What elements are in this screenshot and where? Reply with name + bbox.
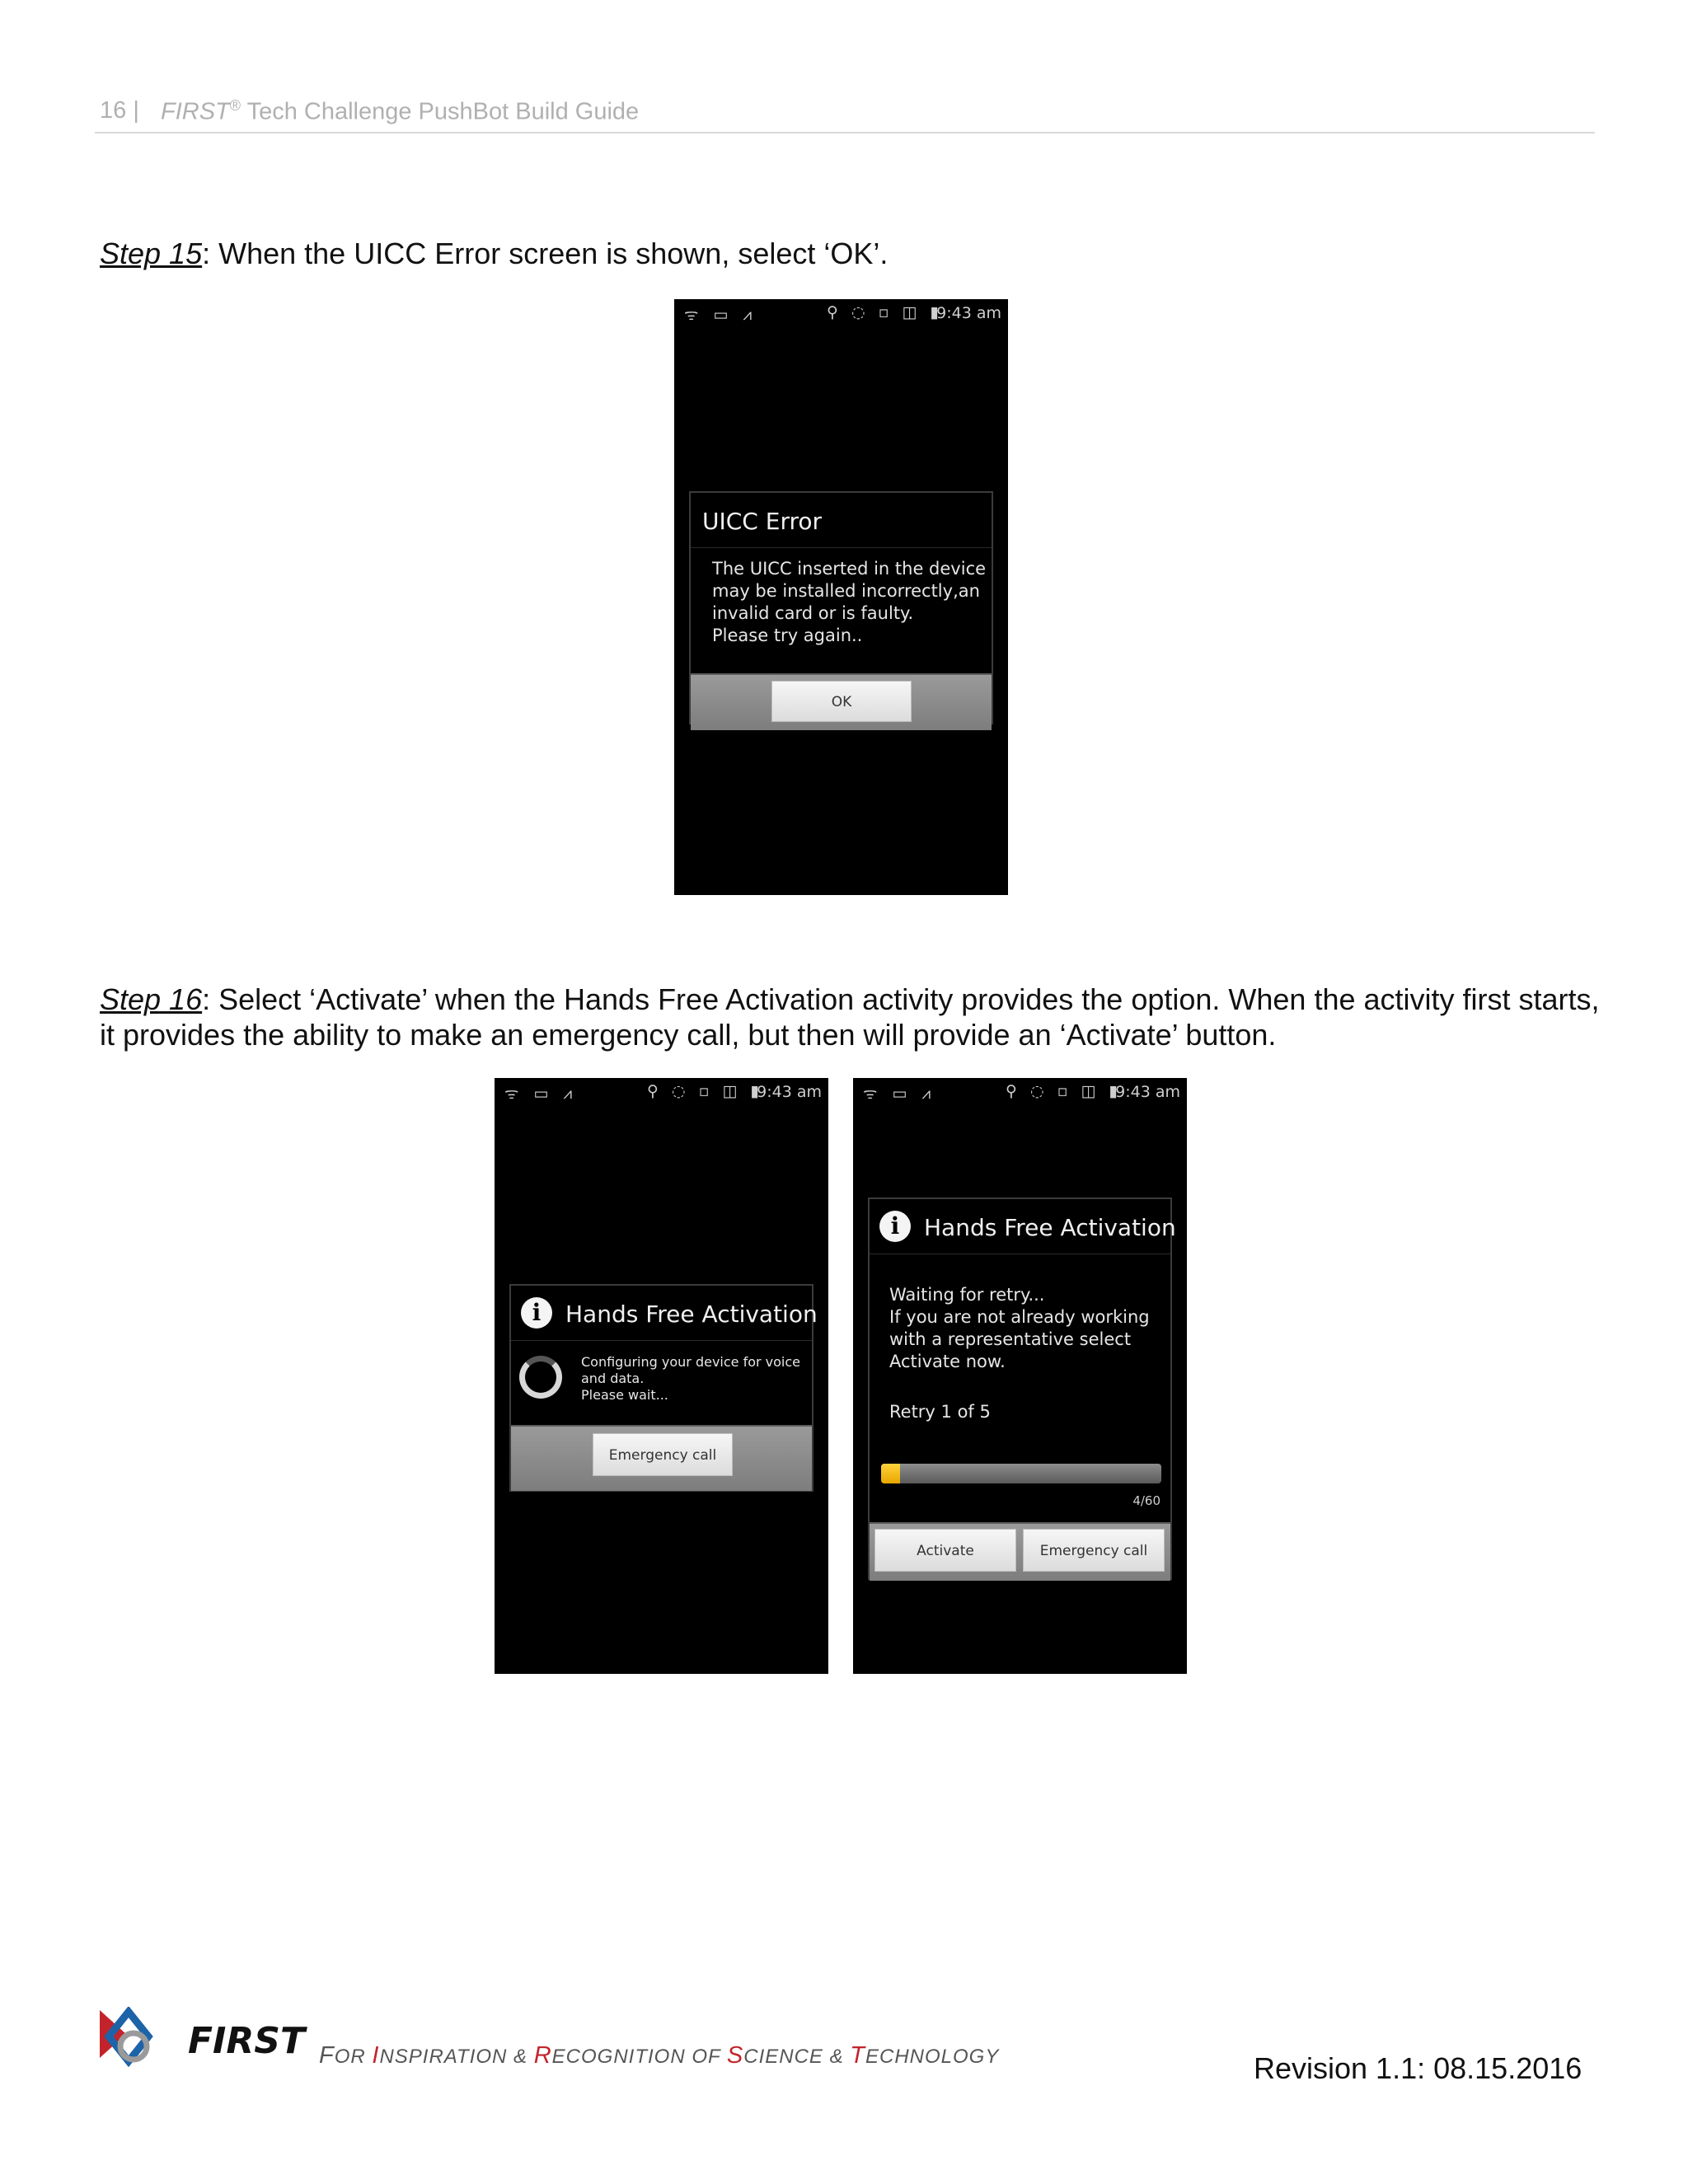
hfa-retry-dialog [868,1197,1176,1580]
uicc-error-dialog [689,491,993,724]
dialog-button-bar [691,673,992,730]
message-line: The UICC inserted in the device [712,559,987,579]
status-left-icons: ᯤ ▭ ⩘ [863,1085,936,1103]
status-bar [495,1078,828,1106]
uicc-error-screenshot [674,299,1008,895]
tagline-part: T [850,2042,865,2069]
page-number: 16 | [100,97,139,124]
dialog-title [870,1199,1176,1254]
loading-spinner-icon [519,1356,562,1399]
tagline-part: NSPIRATION & [379,2046,534,2068]
uicc-error-message [691,548,992,673]
message-line: may be installed incorrectly,an [712,581,980,601]
status-left-icons: ᯤ ▭ ⩘ [504,1085,578,1103]
message-line: Waiting for retry... [889,1285,1045,1305]
retry-progress-bar [881,1464,1161,1483]
hfa-title: Hands Free Activation [924,1214,1176,1241]
tagline-part: F [319,2042,335,2069]
dialog-button-bar [870,1522,1170,1581]
progress-label: 4/60 [1132,1493,1160,1508]
hfa-title: Hands Free Activation [565,1301,818,1328]
ok-button[interactable]: OK [771,681,912,722]
status-left-icons: ᯤ ▭ ⩘ [684,306,757,324]
step-16-text: : Select ‘Activate’ when the Hands Free Activation activity provides the option. When the activity first starts, it provides the ability to make an emergency call, but then will provide an ‘Activate’ button. [100,982,1600,1052]
page-header [95,97,1595,134]
first-tagline [319,2042,999,2069]
status-time: 9:43 am [757,1083,822,1101]
status-bar [853,1078,1187,1106]
message-line: If you are not already working [889,1307,1150,1327]
step-15-paragraph [100,236,1600,271]
dialog-title [691,493,992,548]
message-line: invalid card or is faulty. [712,603,914,623]
registered-mark: ® [229,97,241,114]
hfa-retry-message [870,1254,1170,1522]
status-bar [674,299,1008,327]
first-logo [97,2007,307,2069]
hfa-retry-screenshot [853,1078,1187,1674]
emergency-call-button[interactable]: Emergency call [1023,1529,1165,1572]
tagline-part: OR [334,2046,373,2068]
tagline-part: I [372,2042,380,2069]
title-rest: Tech Challenge PushBot Build Guide [241,98,640,125]
message-line: with a representative select [889,1329,1132,1349]
status-right-icons: ⚲ ◌ ▫ ◫ ▮ [827,303,943,321]
status-time: 9:43 am [1115,1083,1180,1101]
hfa-configuring-screenshot [495,1078,828,1674]
revision-label: Revision 1.1: 08.15.2016 [1254,2051,1582,2085]
first-logo-mark-icon [97,2007,307,2069]
tagline-part: S [726,2042,744,2069]
document-title [161,97,639,126]
dialog-title [511,1286,818,1341]
tagline-part: ECOGNITION OF [551,2046,727,2068]
retry-progress-fill [881,1464,900,1483]
status-right-icons: ⚲ ◌ ▫ ◫ ▮ [1006,1082,1122,1100]
hfa-configuring-message [511,1341,812,1425]
message-block [581,1354,800,1404]
first-word: FIRST [161,98,230,125]
message-line: Please wait... [581,1387,668,1403]
status-time: 9:43 am [936,304,1001,322]
message-line: Configuring your device for voice [581,1354,801,1370]
message-line: and data. [581,1371,645,1386]
tagline-part: R [533,2042,552,2069]
hfa-configuring-dialog [509,1284,818,1492]
step-15-label: Step 15 [100,237,203,270]
uicc-error-title: UICC Error [702,508,823,535]
info-icon: i [879,1211,911,1242]
emergency-call-button[interactable]: Emergency call [593,1433,733,1476]
first-logo-text: FIRST [188,2020,306,2062]
info-icon: i [521,1297,552,1329]
tagline-part: ECHNOLOGY [865,2046,1000,2068]
message-line: Please try again.. [712,626,863,645]
step-15-text: : When the UICC Error screen is shown, select ‘OK’. [202,237,889,270]
dialog-button-bar [511,1425,812,1491]
step-16-label: Step 16 [100,982,203,1016]
step-16-paragraph [100,982,1600,1052]
activate-button[interactable]: Activate [874,1529,1016,1572]
retry-count: Retry 1 of 5 [889,1402,991,1422]
message-block [889,1284,1150,1373]
tagline-part: CIENCE & [743,2046,851,2068]
status-right-icons: ⚲ ◌ ▫ ◫ ▮ [647,1082,763,1100]
message-line: Activate now. [889,1352,1006,1371]
